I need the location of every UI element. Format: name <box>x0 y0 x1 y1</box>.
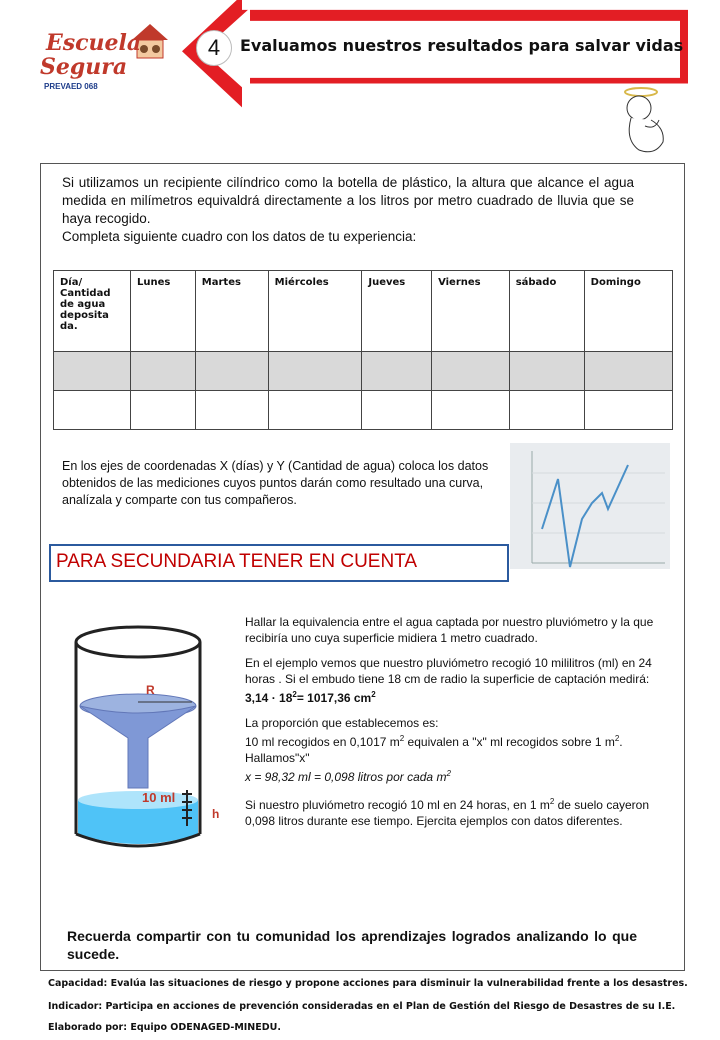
table-header-cell: sábado <box>509 271 584 352</box>
table-header-cell: Viernes <box>432 271 510 352</box>
escuela-segura-logo <box>36 18 176 91</box>
table-cell[interactable] <box>195 391 268 430</box>
table-row <box>54 391 673 430</box>
table-header-cell: Jueves <box>362 271 432 352</box>
coordinates-instruction: En los ejes de coordenadas X (días) y Y (Cantidad de agua) coloca los datos obtenidos de las mediciones cuyos puntos darán como resultado una curva, analízala y comparte con tus compañeros. <box>62 459 489 507</box>
secondary-p2: En el ejemplo vemos que nuestro pluviómetro recogió 10 mililitros (ml) en 24 horas . Si el embudo tiene 18 cm de radio la superficie de captación medirá: $3,14 \cdot 18^2= 1017,36$ $cm^2$ <box>245 656 652 705</box>
label-volume: 10 ml <box>142 790 176 805</box>
table-header-cell: Miércoles <box>268 271 362 352</box>
table-cell[interactable] <box>131 391 196 430</box>
table-header-row <box>54 271 673 352</box>
footer-capacidad: Capacidad: Evalúa las situaciones de riesgo y propone acciones para disminuir la vulnerabilidad frente a los desastres. <box>48 978 688 989</box>
header-arrow <box>180 0 690 110</box>
data-table <box>53 270 673 430</box>
step-number: 4 <box>196 30 232 66</box>
table-cell[interactable] <box>54 352 131 391</box>
table-cell[interactable] <box>362 391 432 430</box>
logo-line-3: PREVAED 068 <box>44 82 98 91</box>
rain-gauge-diagram <box>60 610 235 855</box>
logo-line-2: Segura <box>40 54 128 80</box>
table-header-cell: Lunes <box>131 271 196 352</box>
logo-line-1: Escuela <box>46 30 142 56</box>
intro-paragraph: Si utilizamos un recipiente cilíndrico como la botella de plástico, la altura que alcance el agua medida en milímetros equivaldrá directamente a los litros por metro cuadrado de lluvia que se haya recogido. <box>62 175 634 226</box>
table-cell[interactable] <box>268 391 362 430</box>
footer-indicador: Indicador: Participa en acciones de prevención consideradas en el Plan de Gestión del Riesgo de Desastres de su I.E. <box>48 1001 676 1012</box>
table-cell[interactable] <box>268 352 362 391</box>
intro-text <box>62 174 634 246</box>
table-cell[interactable] <box>131 352 196 391</box>
intro-instruction: Completa siguiente cuadro con los datos de tu experiencia: <box>62 229 417 244</box>
secondary-p3: La proporción que establecemos es: 10 ml recogidos en 0,1017 $m^2$ equivalen a "x" ml recogidos sobre 1 $m^2$. Hallamos"x" x = 98,32 ml = 0,098 litros por cada $m^2$ <box>245 716 623 784</box>
footer-elaborado: Elaborado por: Equipo ODENAGED-MINEDU. <box>48 1022 281 1033</box>
header-title: Evaluamos nuestros resultados para salvar vidas <box>240 36 684 55</box>
secondary-explanation <box>245 614 655 838</box>
table-row <box>54 352 673 391</box>
table-cell[interactable] <box>432 352 510 391</box>
table-cell[interactable] <box>432 391 510 430</box>
table-header-cell: Día/ Cantidad de agua deposita da. <box>54 271 131 352</box>
section-title: PARA SECUNDARIA TENER EN CUENTA <box>56 551 418 572</box>
secondary-p4: Si nuestro pluviómetro recogió 10 ml en 24 horas, en 1 $m^2$ de suelo cayeron 0,098 litros durante ese tiempo. Ejercita ejemplos con datos diferentes. <box>245 797 650 828</box>
reminder-text: Recuerda compartir con tu comunidad los aprendizajes logrados analizando lo que sucede. <box>67 928 637 962</box>
table-header-cell: Martes <box>195 271 268 352</box>
label-radius: R <box>146 683 155 697</box>
baby-angel-icon <box>615 70 675 162</box>
table-cell[interactable] <box>509 352 584 391</box>
table-header-cell: Domingo <box>584 271 672 352</box>
table-cell[interactable] <box>584 352 672 391</box>
table-cell[interactable] <box>584 391 672 430</box>
table-cell[interactable] <box>195 352 268 391</box>
sample-chart-photo <box>510 443 670 569</box>
label-height: h <box>212 807 220 821</box>
table-cell[interactable] <box>362 352 432 391</box>
table-cell[interactable] <box>509 391 584 430</box>
secondary-p1: Hallar la equivalencia entre el agua captada por nuestro pluviómetro y la que recibiría uno cuya superficie midiera 1 metro cuadrado. <box>245 615 654 645</box>
table-cell[interactable] <box>54 391 131 430</box>
